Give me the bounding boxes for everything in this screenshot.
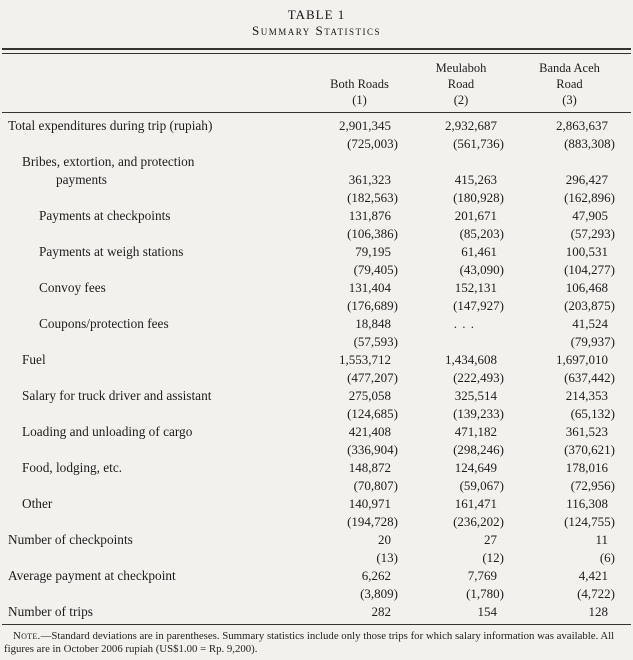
sd-cell: (176,689) [347, 298, 398, 313]
table-row-line [2, 189, 631, 207]
value-cell: 154 [477, 604, 497, 619]
table-row-line [2, 477, 631, 495]
table-row-line [2, 513, 631, 531]
value-cell: 2,932,687 [445, 118, 497, 133]
value-cell: 201,671 [454, 208, 497, 223]
sd-cell: (43,090) [459, 262, 504, 277]
row-label [2, 135, 317, 153]
sd-cell: (12) [482, 550, 504, 565]
row-label: Total expenditures during trip (rupiah) [8, 118, 213, 133]
value-cell: 100,531 [565, 244, 608, 259]
bottom-rule [2, 624, 631, 625]
value-cell: 116,308 [566, 496, 608, 511]
row-label [2, 297, 317, 315]
column-number: (2) [453, 93, 469, 107]
sd-cell: (59,067) [459, 478, 504, 493]
column-header-line [317, 60, 402, 76]
column-header-line: Road [556, 77, 583, 91]
table-row-line [2, 495, 631, 513]
row-label [2, 477, 317, 495]
value-cell: 178,016 [565, 460, 608, 475]
column-number: (1) [352, 93, 367, 107]
sd-cell: (370,621) [564, 442, 615, 457]
value-cell: 11 [595, 532, 608, 547]
row-label [2, 225, 317, 243]
sd-cell: (124,685) [347, 406, 398, 421]
sd-cell: (883,308) [564, 136, 615, 151]
row-label [2, 549, 317, 567]
sd-cell: (1,780) [466, 586, 504, 601]
table-row-line [2, 333, 631, 351]
table-row-line [2, 315, 631, 333]
note-text: —Standard deviations are in parentheses. Summary statistics include only those trips for which salary information was available. All figures are in October 2006 rupiah (US$1.00 = Rp. 9,200). [4, 630, 615, 655]
table-row-line [2, 117, 631, 135]
value-cell: 6,262 [361, 568, 391, 583]
row-label: Number of checkpoints [8, 532, 133, 547]
value-cell [317, 153, 414, 171]
value-cell: 131,876 [348, 208, 391, 223]
value-cell: 131,404 [348, 280, 391, 295]
table-row-line [2, 153, 631, 171]
sd-cell: (85,203) [459, 226, 504, 241]
column-number: (3) [562, 93, 577, 107]
row-label: Salary for truck driver and assistant [22, 388, 212, 403]
row-label [2, 513, 317, 531]
table-row-line [2, 207, 631, 225]
table-subtitle: Summary Statistics [251, 23, 381, 38]
sd-cell: (222,493) [453, 370, 504, 385]
column-headers [2, 54, 631, 112]
sd-cell: (65,132) [570, 406, 615, 421]
sd-cell: (70,807) [353, 478, 398, 493]
sd-cell: (477,207) [347, 370, 398, 385]
header-rule [2, 112, 631, 113]
row-label: Fuel [22, 352, 46, 367]
sd-cell: (147,927) [453, 298, 504, 313]
sd-cell: (3,809) [360, 586, 398, 601]
value-cell: 361,523 [565, 424, 608, 439]
sd-cell: (124,755) [564, 514, 615, 529]
row-label [2, 405, 317, 423]
table-row-line [2, 567, 631, 585]
table-row-line [2, 603, 631, 621]
value-cell: 61,461 [461, 244, 497, 259]
table-row-line [2, 261, 631, 279]
row-label: Other [22, 496, 53, 511]
sd-cell: (139,233) [453, 406, 504, 421]
table-row-line [2, 171, 631, 189]
table-row-line [2, 549, 631, 567]
value-cell: 1,434,608 [445, 352, 497, 367]
table-row-line [2, 135, 631, 153]
table-row-line [2, 585, 631, 603]
value-cell [520, 153, 631, 171]
sd-cell: (162,896) [564, 190, 615, 205]
table-body [2, 117, 631, 621]
table-row-line [2, 225, 631, 243]
table-row-line [2, 423, 631, 441]
row-label: Average payment at checkpoint [8, 568, 176, 583]
value-cell: 275,058 [348, 388, 391, 403]
sd-cell: (637,442) [564, 370, 615, 385]
value-cell: 47,905 [572, 208, 608, 223]
table-row-line [2, 441, 631, 459]
row-label: Loading and unloading of cargo [22, 424, 193, 439]
row-label: Coupons/protection fees [39, 316, 169, 331]
value-cell: 2,901,345 [339, 118, 391, 133]
value-cell: 128 [588, 604, 608, 619]
value-cell: 361,323 [348, 172, 391, 187]
value-cell: 27 [484, 532, 497, 547]
sd-cell: (194,728) [347, 514, 398, 529]
value-cell: 20 [378, 532, 391, 547]
row-label: Food, lodging, etc. [22, 460, 123, 475]
sd-cell: (180,928) [453, 190, 504, 205]
column-header-1 [317, 60, 414, 108]
sd-cell: (4,722) [577, 586, 615, 601]
column-header-line: Meulaboh [435, 61, 487, 75]
value-cell: 1,697,010 [556, 352, 608, 367]
sd-cell: (104,277) [564, 262, 615, 277]
table-row-line [2, 243, 631, 261]
table-row-line [2, 387, 631, 405]
table-row-line [2, 351, 631, 369]
row-label [2, 189, 317, 207]
column-header-line: Banda Aceh [539, 61, 600, 75]
value-cell: 214,353 [565, 388, 608, 403]
column-header-3 [520, 60, 631, 108]
value-cell: 1,553,712 [339, 352, 391, 367]
sd-cell: (57,593) [353, 334, 398, 349]
sd-cell: (725,003) [347, 136, 398, 151]
sd-cell: (106,386) [347, 226, 398, 241]
row-label: Convoy fees [39, 280, 106, 295]
row-label [2, 441, 317, 459]
value-cell: . . . [453, 316, 475, 331]
value-cell: 325,514 [454, 388, 497, 403]
sd-cell: (72,956) [570, 478, 615, 493]
sd-cell: (561,736) [453, 136, 504, 151]
table-row-line [2, 531, 631, 549]
row-label [2, 585, 317, 603]
value-cell: 148,872 [348, 460, 391, 475]
row-label [2, 369, 317, 387]
sd-cell: (79,937) [570, 334, 615, 349]
value-cell: 415,263 [454, 172, 497, 187]
table-row-line [2, 279, 631, 297]
value-cell: 124,649 [454, 460, 497, 475]
row-label [2, 333, 317, 351]
column-header-line: Road [447, 77, 475, 91]
note-label: Note. [13, 630, 41, 642]
value-cell: 4,421 [578, 568, 608, 583]
table-row-line [2, 369, 631, 387]
value-cell: 152,131 [454, 280, 497, 295]
sd-cell [414, 333, 520, 351]
table-row-line [2, 459, 631, 477]
value-cell: 296,427 [565, 172, 608, 187]
sd-cell: (6) [599, 550, 615, 565]
table-note [4, 630, 629, 656]
value-cell: 2,863,637 [556, 118, 608, 133]
sd-cell: (182,563) [347, 190, 398, 205]
row-label: payments [56, 172, 107, 187]
header-spacer [2, 60, 317, 108]
row-label [2, 261, 317, 279]
value-cell: 140,971 [348, 496, 391, 511]
sd-cell: (298,246) [453, 442, 504, 457]
row-label: Payments at checkpoints [39, 208, 171, 223]
sd-cell: (236,202) [453, 514, 504, 529]
table-row-line [2, 405, 631, 423]
value-cell: 161,471 [454, 496, 497, 511]
sd-cell: (336,904) [347, 442, 398, 457]
value-cell: 41,524 [572, 316, 608, 331]
value-cell: 282 [371, 604, 391, 619]
value-cell: 471,182 [454, 424, 497, 439]
sd-cell: (57,293) [570, 226, 615, 241]
row-label: Number of trips [8, 604, 93, 619]
value-cell: 7,769 [467, 568, 497, 583]
sd-cell: (79,405) [353, 262, 398, 277]
value-cell: 421,408 [348, 424, 391, 439]
value-cell: 18,848 [355, 316, 391, 331]
value-cell: 106,468 [565, 280, 608, 295]
table-row-line [2, 297, 631, 315]
row-label: Bribes, extortion, and protection [22, 154, 195, 169]
column-header-2 [414, 60, 520, 108]
value-cell: 79,195 [355, 244, 391, 259]
row-label: Payments at weigh stations [39, 244, 184, 259]
sd-cell: (203,875) [564, 298, 615, 313]
table-title: TABLE 1 [287, 7, 346, 22]
column-header-line: Both Roads [330, 77, 389, 91]
value-cell [414, 153, 520, 171]
sd-cell: (13) [376, 550, 398, 565]
